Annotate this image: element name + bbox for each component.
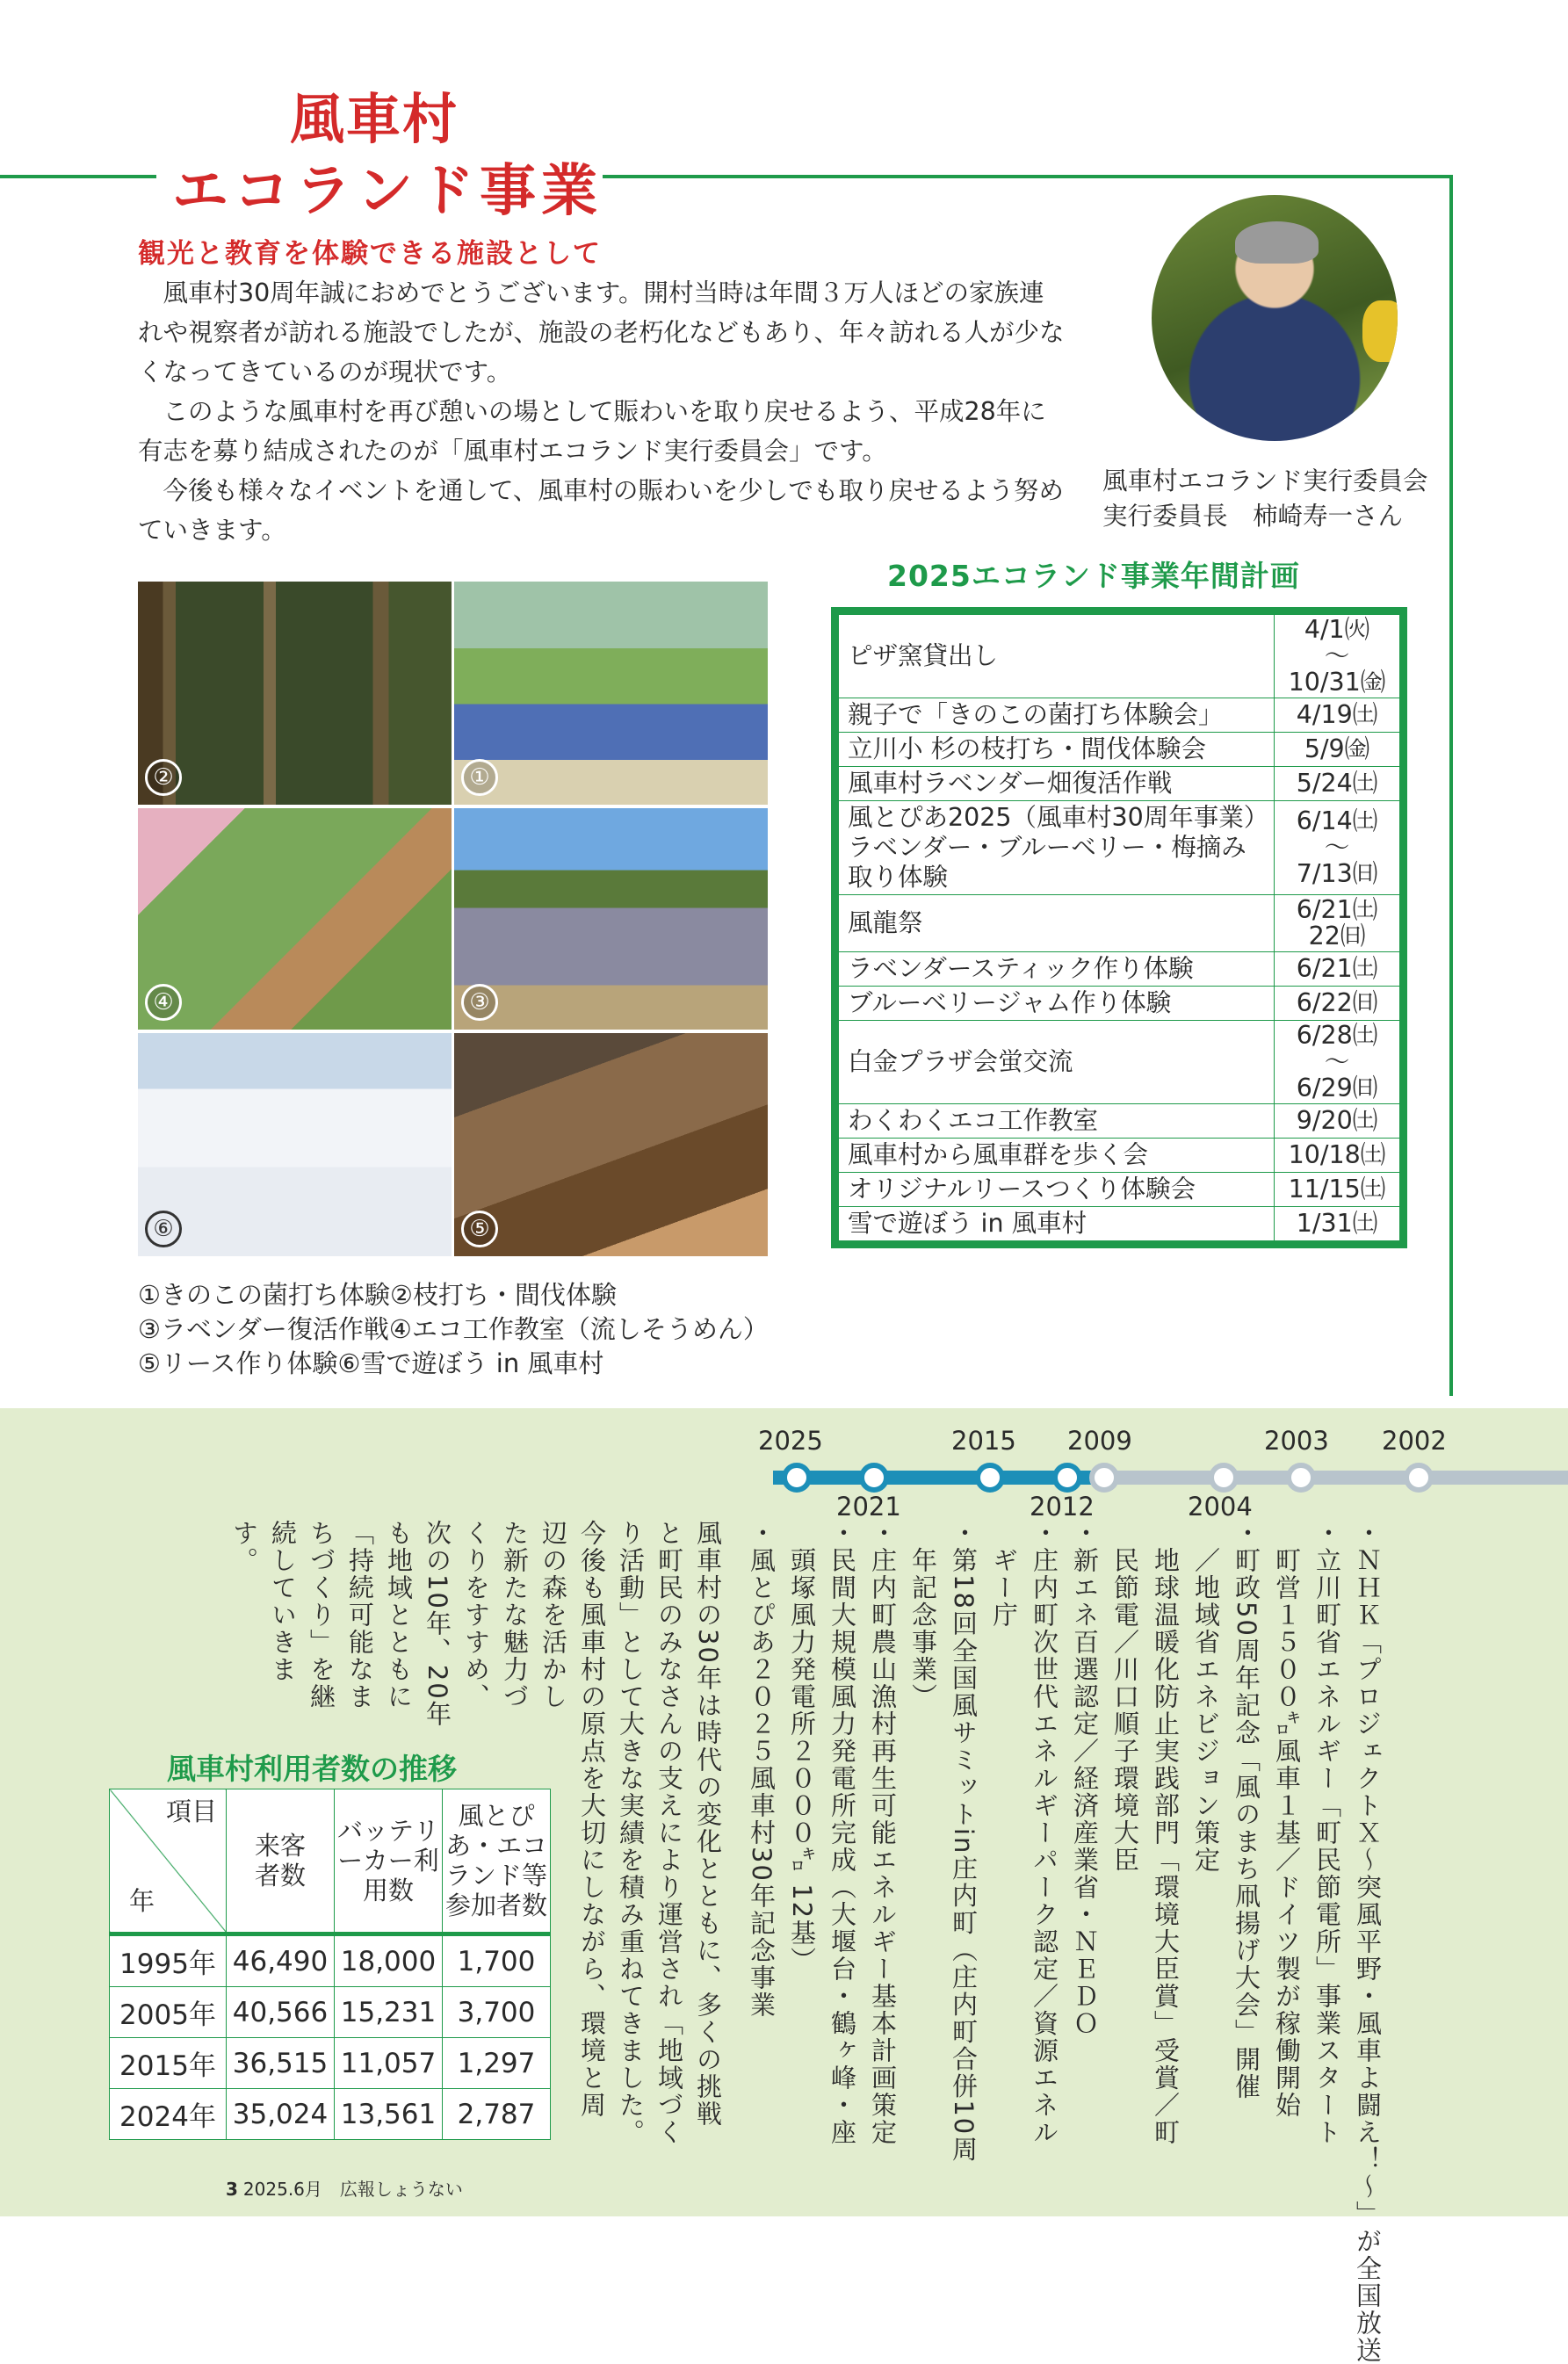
- timeline-event: ・民間大規模風力発電所完成（大堰台・鶴ヶ峰・座: [827, 1520, 857, 2146]
- essay-line: 次の10年、20年: [423, 1520, 452, 1728]
- table-row: [110, 2038, 551, 2089]
- usage-battery: 18,000: [335, 1934, 443, 1987]
- plan-table-grid: [838, 614, 1400, 1241]
- essay-line: 続していきま: [268, 1520, 298, 1683]
- essay-line: 辺の森を活かし: [538, 1520, 568, 1710]
- plan-event: ラベンダースティック作り体験: [839, 952, 1275, 987]
- subheading: 観光と教育を体験できる施設として: [138, 238, 602, 270]
- essay-line: 「持続可能なま: [345, 1520, 375, 1710]
- table-row: [839, 1104, 1400, 1139]
- essay-line: も地域とともに: [384, 1520, 414, 1710]
- portrait-helmet-shape: [1362, 300, 1398, 362]
- usage-battery: 13,561: [335, 2089, 443, 2140]
- essay-line: ちづくり」を継: [307, 1520, 336, 1710]
- plan-table: [831, 607, 1407, 1248]
- photo-wreath: [454, 1033, 768, 1256]
- table-row: [839, 698, 1400, 733]
- timeline-year: 2009: [1067, 1426, 1132, 1456]
- usage-events: 1,297: [443, 2038, 551, 2089]
- timeline-event: 頭塚風力発電所２０００㌔ 12基）: [787, 1520, 817, 1975]
- essay-line: と町民のみなさんの支えにより運営され「地域づく: [654, 1520, 684, 2146]
- portrait-caption-org: 風車村エコランド実行委員会: [1102, 466, 1428, 495]
- title-rule-left: [0, 175, 156, 178]
- table-row: [839, 1021, 1400, 1104]
- plan-event: 風とぴあ2025（風車村30周年事業）ラベンダー・ブルーベリー・梅摘み取り体験: [839, 801, 1275, 895]
- timeline-dot-2003: [1286, 1463, 1316, 1493]
- plan-date: 6/21㈯ 22㈰: [1275, 895, 1400, 952]
- plan-event: 風車村から風車群を歩く会: [839, 1139, 1275, 1173]
- timeline-year: 2002: [1382, 1426, 1447, 1456]
- usage-header-visitors: 来客 者数: [227, 1789, 335, 1934]
- usage-visitors: 46,490: [227, 1934, 335, 1987]
- page-footer: [226, 2175, 463, 2201]
- plan-date: 4/19㈯: [1275, 698, 1400, 733]
- timeline-event: 地球温暖化防止実践部門「環境大臣賞」受賞／町: [1151, 1520, 1181, 2146]
- plan-date: 6/21㈯: [1275, 952, 1400, 987]
- plan-event: 風車村ラベンダー畑復活作戦: [839, 767, 1275, 801]
- table-row: [839, 1207, 1400, 1241]
- plan-title: 2025エコランド事業年間計画: [887, 559, 1300, 593]
- timeline-dot-2015: [975, 1463, 1005, 1493]
- portrait-hair-shape: [1235, 221, 1319, 264]
- timeline-event: ギー庁: [989, 1520, 1019, 1629]
- plan-date: 1/31㈯: [1275, 1207, 1400, 1241]
- table-row: [110, 2089, 551, 2140]
- photo-caption-line: ⑤リース作り体験⑥雪で遊ぼう in 風車村: [138, 1348, 604, 1378]
- table-row: [839, 733, 1400, 767]
- timeline-line-past: [1098, 1471, 1568, 1485]
- timeline-year: 2021: [836, 1492, 901, 1522]
- plan-date: 9/20㈯: [1275, 1104, 1400, 1139]
- portrait-caption-name: 実行委員長 柿崎寿一さん: [1102, 502, 1404, 531]
- timeline-year: 2012: [1030, 1492, 1095, 1522]
- photo-snow: [138, 1033, 452, 1256]
- timeline-events: [747, 1520, 1388, 2364]
- usage-year: 1995年: [110, 1934, 227, 1987]
- essay-line: す。: [229, 1520, 259, 1574]
- usage-header-events: 風とぴ あ・エコ ランド等 参加者数: [443, 1789, 551, 1934]
- plan-event: 風龍祭: [839, 895, 1275, 952]
- timeline-dot-2021: [859, 1463, 889, 1493]
- photo-caption-line: ③ラベンダー復活作戦④エコ工作教室（流しそうめん）: [138, 1314, 769, 1344]
- photo-number: ③: [461, 984, 498, 1021]
- timeline-dot-2009: [1089, 1463, 1119, 1493]
- timeline-event: ・ＮＨＫ「プロジェクトＸ～突風平野・風車よ闘え！～」が全国放送: [1353, 1520, 1383, 2364]
- plan-date: 6/22㈰: [1275, 987, 1400, 1021]
- intro-paragraph: 今後も様々なイベントを通して、風車村の賑わいを少しでも取り戻せるよう努めていきます。: [138, 476, 1064, 545]
- usage-year: 2024年: [110, 2089, 227, 2140]
- timeline-event: ・町政50周年記念「風のまち凧揚げ大会」開催: [1232, 1520, 1261, 2100]
- plan-event: 白金プラザ会蛍交流: [839, 1021, 1275, 1104]
- usage-year: 2005年: [110, 1987, 227, 2038]
- timeline-line-recent: [773, 1471, 1098, 1485]
- usage-battery: 15,231: [335, 1987, 443, 2038]
- usage-header-row: [110, 1789, 551, 1934]
- plan-date: 10/18㈯: [1275, 1139, 1400, 1173]
- usage-header-battery: バッテリ ーカー利 用数: [335, 1789, 443, 1934]
- photo-mushroom: [454, 582, 768, 805]
- plan-date: 5/24㈯: [1275, 767, 1400, 801]
- title-rule-right: [603, 175, 1453, 178]
- essay-line: た新たな魅力づ: [500, 1520, 530, 1710]
- usage-events: 1,700: [443, 1934, 551, 1987]
- timeline-event: ・庄内町次世代エネルギーパーク認定／資源エネル: [1030, 1520, 1059, 2146]
- timeline-dot-2004: [1209, 1463, 1239, 1493]
- essay-line: 風車村の30年は時代の変化とともに、多くの挑戦: [693, 1520, 723, 2128]
- table-row: [110, 1934, 551, 1987]
- usage-header-item: 項目: [165, 1796, 217, 1826]
- table-row: [839, 987, 1400, 1021]
- photo-eco-workshop: [138, 808, 452, 1030]
- usage-visitors: 35,024: [227, 2089, 335, 2140]
- timeline-year: 2003: [1264, 1426, 1329, 1456]
- photo-lavender: [454, 808, 768, 1030]
- table-row: [839, 952, 1400, 987]
- photo-number: ⑥: [145, 1211, 182, 1247]
- photo-number: ⑤: [461, 1211, 498, 1247]
- timeline-event: ・第18回全国風サミットin庄内町（庄内町合併10周: [949, 1520, 979, 2164]
- timeline-dot-2025: [782, 1463, 812, 1493]
- timeline-event: 民節電／川口順子環境大臣: [1110, 1520, 1140, 1874]
- essay-line: くりをすすめ、: [461, 1520, 491, 1710]
- page-title-line1: 風車村: [290, 87, 459, 151]
- portrait-photo: [1152, 195, 1398, 441]
- table-row: [839, 895, 1400, 952]
- timeline-year: 2025: [758, 1426, 823, 1456]
- essay-line: 今後も風車村の原点を大切にしながら、環境と周: [577, 1520, 607, 2119]
- table-row: [839, 615, 1400, 698]
- table-row: [839, 1139, 1400, 1173]
- table-row: [839, 767, 1400, 801]
- usage-events: 3,700: [443, 1987, 551, 2038]
- usage-battery: 11,057: [335, 2038, 443, 2089]
- timeline-event: ・風とぴあ２０２５風車村30年記念事業: [747, 1520, 777, 2019]
- photo-number: ④: [145, 984, 182, 1021]
- plan-event: わくわくエコ工作教室: [839, 1104, 1275, 1139]
- timeline-event: ・立川町省エネルギー「町民節電所」事業スタート: [1312, 1520, 1342, 2146]
- intro-paragraph: 風車村30周年誠におめでとうございます。開村当時は年間３万人ほどの家族連れや視察者が訪れる施設でしたが、施設の老朽化などもあり、年々訪れる人が少なくなってきているのが現状です。: [138, 278, 1065, 387]
- portrait-caption: [1102, 464, 1428, 534]
- usage-visitors: 36,515: [227, 2038, 335, 2089]
- timeline-event: 年記念事業）: [908, 1520, 938, 1710]
- table-row: [839, 801, 1400, 895]
- page-number: 3: [226, 2179, 238, 2200]
- page-title-line2: エコランド事業: [172, 159, 603, 224]
- timeline-dot-2002: [1404, 1463, 1434, 1493]
- usage-visitors: 40,566: [227, 1987, 335, 2038]
- plan-event: 親子で「きのこの菌打ち体験会」: [839, 698, 1275, 733]
- plan-event: ピザ窯貸出し: [839, 615, 1275, 698]
- plan-date: 6/14㈯ ～ 7/13㈰: [1275, 801, 1400, 895]
- photo-caption-line: ①きのこの菌打ち体験②枝打ち・間伐体験: [138, 1280, 617, 1310]
- photo-caption: [138, 1278, 769, 1381]
- footer-text: 2025.6月 広報しょうない: [242, 2179, 463, 2200]
- intro-paragraph: このような風車村を再び憩いの場として賑わいを取り戻せるよう、平成28年に有志を募り結成されたのが「風車村エコランド実行委員会」です。: [138, 397, 1046, 466]
- usage-year: 2015年: [110, 2038, 227, 2089]
- timeline-event: ／地域省エネビジョン策定: [1191, 1520, 1221, 1874]
- essay-line: り活動」として大きな実績を積み重ねてきました。: [616, 1520, 646, 2146]
- timeline-dot-2012: [1052, 1463, 1082, 1493]
- plan-event: 雪で遊ぼう in 風車村: [839, 1207, 1275, 1241]
- plan-date: 5/9㈮: [1275, 733, 1400, 767]
- table-row: [839, 1173, 1400, 1207]
- plan-event: ブルーベリージャム作り体験: [839, 987, 1275, 1021]
- usage-table: [109, 1789, 551, 2140]
- timeline-event: 町営１５００㌔風車１基／ドイツ製が稼働開始: [1272, 1520, 1302, 2119]
- plan-event: オリジナルリースつくり体験会: [839, 1173, 1275, 1207]
- photo-number: ②: [145, 759, 182, 796]
- plan-event: 立川小 杉の枝打ち・間伐体験会: [839, 733, 1275, 767]
- plan-date: 6/28㈯ ～ 6/29㈰: [1275, 1021, 1400, 1104]
- usage-header-corner: [110, 1789, 227, 1934]
- plan-date: 4/1㈫ ～ 10/31㈮: [1275, 615, 1400, 698]
- intro-text: [138, 273, 1065, 550]
- usage-events: 2,787: [443, 2089, 551, 2140]
- frame-rule-vertical: [1449, 175, 1453, 1396]
- usage-title: 風車村利用者数の推移: [167, 1752, 457, 1786]
- timeline-event: ・新エネ百選認定／経済産業省・ＮＥＤＯ: [1070, 1520, 1100, 2037]
- timeline-year: 2004: [1188, 1492, 1253, 1522]
- plan-date: 11/15㈯: [1275, 1173, 1400, 1207]
- timeline-event: ・庄内町農山漁村再生可能エネルギー基本計画策定: [868, 1520, 898, 2146]
- photo-number: ①: [461, 759, 498, 796]
- usage-header-year: 年: [129, 1886, 155, 1916]
- timeline-year: 2015: [951, 1426, 1016, 1456]
- photo-pruning: [138, 582, 452, 805]
- table-row: [110, 1987, 551, 2038]
